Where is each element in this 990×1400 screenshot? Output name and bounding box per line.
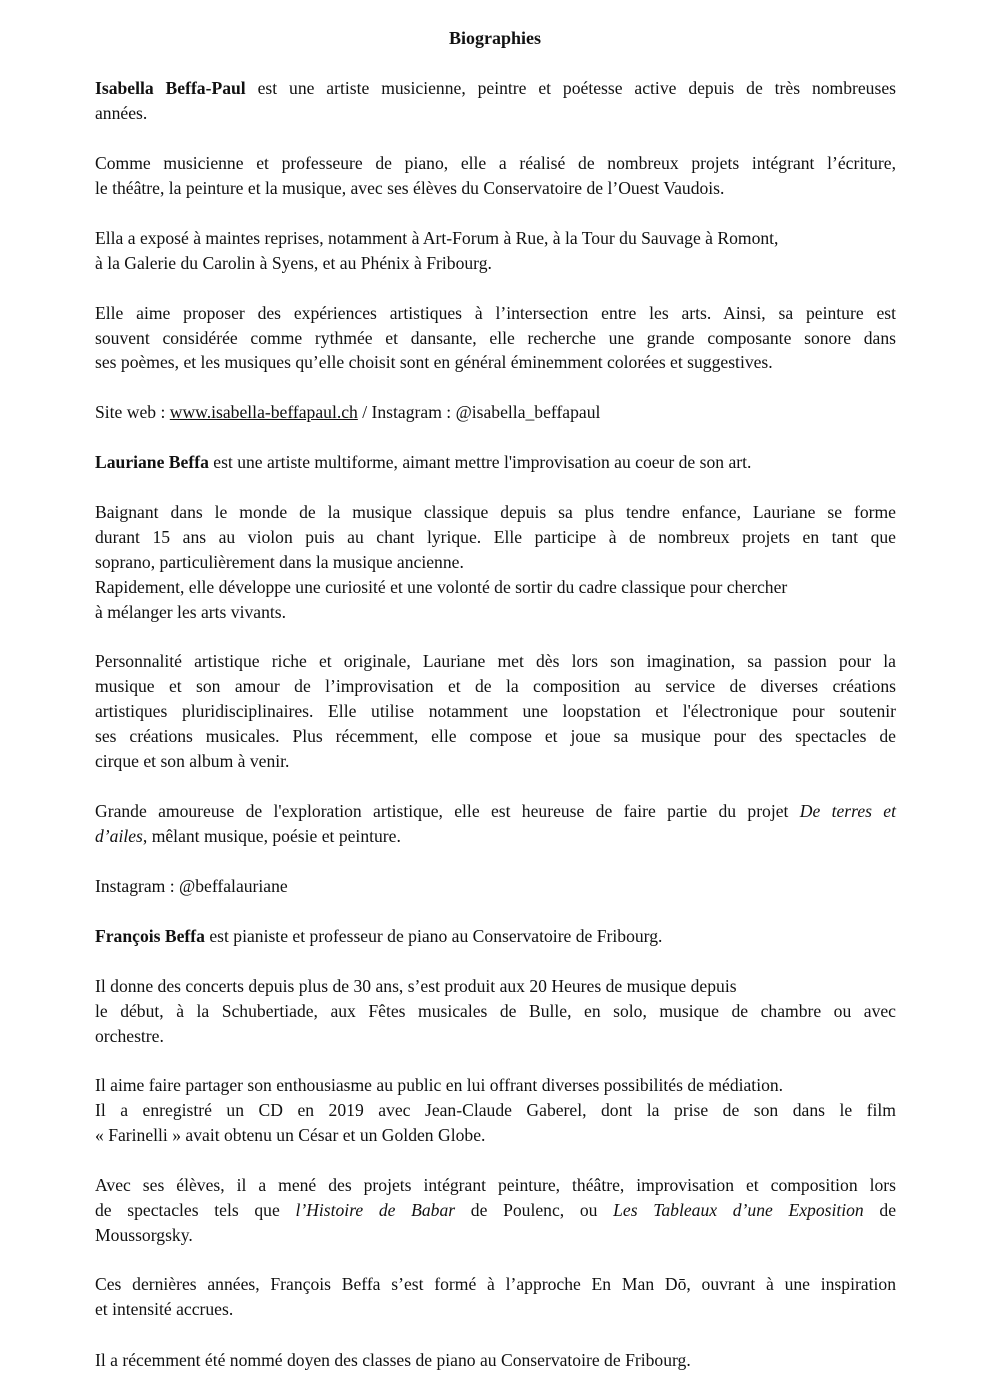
text-line: et intensité accrues. xyxy=(95,1299,234,1319)
project-title: d’ailes xyxy=(95,826,143,846)
text-line: Il donne des concerts depuis plus de 30 ans, s’est produit aux 20 Heures de musique depuis xyxy=(95,976,737,996)
text-line: années. xyxy=(95,103,148,123)
page-title: Biographies xyxy=(448,28,541,48)
work-title: Les Tableaux d’une Exposition xyxy=(613,1200,864,1220)
text-line: cirque et son album à venir. xyxy=(95,751,290,771)
person-name: Isabella Beffa-Paul xyxy=(95,78,246,98)
text-line: Comme musicienne et professeure de piano, elle a réalisé de nombreux projets intégrant l’écriture, xyxy=(95,153,896,173)
text-line: Elle aime proposer des expériences artistiques à l’intersection entre les arts. Ainsi, sa peinture est xyxy=(95,303,896,323)
text-line: Personnalité artistique riche et originale, Lauriane met dès lors son imagination, sa passion pour la xyxy=(95,651,896,671)
text-line: Rapidement, elle développe une curiosité et une volonté de sortir du cadre classique pour chercher xyxy=(95,577,788,597)
text-line: à mélanger les arts vivants. xyxy=(95,602,287,622)
person-name: Lauriane Beffa xyxy=(95,452,209,472)
website-link[interactable]: www.isabella-beffapaul.ch xyxy=(169,402,358,422)
text-span: est une artiste musicienne, peintre et poétesse active depuis de très nombreuses xyxy=(245,78,896,98)
text-line: le début, à la Schubertiade, aux Fêtes musicales de Bulle, en solo, musique de chambre ou avec xyxy=(95,1001,896,1021)
text-line: Ella a exposé à maintes reprises, notamment à Art-Forum à Rue, à la Tour du Sauvage à Romont, xyxy=(95,228,779,248)
text-line: Baignant dans le monde de la musique classique depuis sa plus tendre enfance, Lauriane se forme xyxy=(95,502,896,522)
text-line: ses poèmes, et les musiques qu’elle choisit sont en général éminemment colorées et suggestives. xyxy=(95,352,773,372)
text-line xyxy=(95,824,896,849)
site-label: Site web : xyxy=(95,402,170,422)
text-line xyxy=(95,76,896,101)
text-span: , mêlant musique, poésie et peinture. xyxy=(142,826,401,846)
work-title: l’Histoire de Babar xyxy=(295,1200,456,1220)
text-line: artistiques pluridisciplinaires. Elle utilise notamment une loopstation et l'électronique pour soutenir xyxy=(95,701,896,721)
text-line: Moussorgsky. xyxy=(95,1225,193,1245)
text-line: durant 15 ans au violon puis au chant lyrique. Elle participe à de nombreux projets en tant que xyxy=(95,527,896,547)
text-line xyxy=(95,450,896,475)
text-line xyxy=(95,1198,896,1223)
contact-line xyxy=(95,400,896,425)
instagram-handle: Instagram : @beffalauriane xyxy=(95,876,288,896)
text-span: de xyxy=(863,1200,897,1220)
text-span: est pianiste et professeur de piano au Conservatoire de Fribourg. xyxy=(204,926,663,946)
text-span: de Poulenc, ou xyxy=(455,1200,614,1220)
text-line: orchestre. xyxy=(95,1026,164,1046)
text-line: à la Galerie du Carolin à Syens, et au Phénix à Fribourg. xyxy=(95,253,492,273)
text-line: Il a enregistré un CD en 2019 avec Jean-Claude Gaberel, dont la prise de son dans le film xyxy=(95,1100,896,1120)
text-line xyxy=(95,924,896,949)
project-title: De terres et xyxy=(799,801,897,821)
instagram-handle: / Instagram : @isabella_beffapaul xyxy=(357,402,601,422)
person-name: François Beffa xyxy=(95,926,205,946)
text-span: Grande amoureuse de l'exploration artistique, elle est heureuse de faire partie du projet xyxy=(95,801,800,821)
text-line: soprano, particulièrement dans la musique ancienne. xyxy=(95,552,464,572)
text-line: Ces dernières années, François Beffa s’est formé à l’approche En Man Dō, ouvrant à une inspiration xyxy=(95,1274,896,1294)
text-line: ses créations musicales. Plus récemment, elle compose et joue sa musique pour des spectacles de xyxy=(95,726,896,746)
text-line: Avec ses élèves, il a mené des projets intégrant peinture, théâtre, improvisation et composition lors xyxy=(95,1175,896,1195)
text-line: musique et son amour de l’improvisation et de la composition au service de diverses créations xyxy=(95,676,896,696)
text-line: « Farinelli » avait obtenu un César et un Golden Globe. xyxy=(95,1125,486,1145)
text-span: est une artiste multiforme, aimant mettre l'improvisation au coeur de son art. xyxy=(208,452,752,472)
text-line: Il aime faire partager son enthousiasme au public en lui offrant diverses possibilités de médiation. xyxy=(95,1075,784,1095)
text-line: le théâtre, la peinture et la musique, avec ses élèves du Conservatoire de l’Ouest Vaudois. xyxy=(95,178,725,198)
text-line: Il a récemment été nommé doyen des classes de piano au Conservatoire de Fribourg. xyxy=(95,1350,691,1370)
text-span: de spectacles tels que xyxy=(95,1200,296,1220)
text-line xyxy=(95,799,896,824)
text-line: souvent considérée comme rythmée et dansante, elle recherche une grande composante sonore dans xyxy=(95,328,896,348)
